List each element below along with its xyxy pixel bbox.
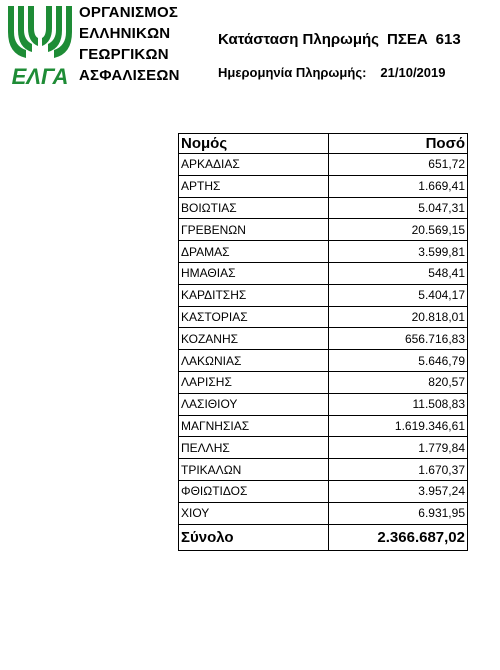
prefecture-cell: ΛΑΡΙΣΗΣ <box>179 371 329 393</box>
org-line: ΓΕΩΡΓΙΚΩΝ <box>79 46 169 63</box>
prefecture-cell: ΧΙΟΥ <box>179 502 329 524</box>
table-row <box>179 350 468 372</box>
total-label: Σύνολο <box>179 524 329 550</box>
org-line: ΟΡΓΑΝΙΣΜΟΣ <box>79 4 179 21</box>
total-amount: 2.366.687,02 <box>329 524 468 550</box>
amount-cell: 1.670,37 <box>329 459 468 481</box>
amount-cell: 651,72 <box>329 154 468 176</box>
prefecture-cell: ΜΑΓΝΗΣΙΑΣ <box>179 415 329 437</box>
amount-cell: 1.669,41 <box>329 175 468 197</box>
prefecture-cell: ΛΑΣΙΘΙΟΥ <box>179 393 329 415</box>
table-row <box>179 306 468 328</box>
date-label: Ημερομηνία Πληρωμής: <box>218 65 367 80</box>
amount-cell: 5.404,17 <box>329 284 468 306</box>
amount-cell: 5.047,31 <box>329 197 468 219</box>
title-label: Κατάσταση Πληρωμής <box>218 31 379 48</box>
table-row <box>179 154 468 176</box>
payment-date <box>218 65 445 80</box>
amount-cell: 11.508,83 <box>329 393 468 415</box>
total-row <box>179 524 468 550</box>
table-row <box>179 480 468 502</box>
table-row <box>179 459 468 481</box>
table-row <box>179 371 468 393</box>
payments-table <box>178 133 468 551</box>
prefecture-cell: ΓΡΕΒΕΝΩΝ <box>179 219 329 241</box>
amount-cell: 1.619.346,61 <box>329 415 468 437</box>
amount-cell: 6.931,95 <box>329 502 468 524</box>
wheat-stalks-icon <box>8 6 72 58</box>
prefecture-cell: ΔΡΑΜΑΣ <box>179 241 329 263</box>
table-row <box>179 502 468 524</box>
prefecture-cell: ΦΘΙΩΤΙΔΟΣ <box>179 480 329 502</box>
table-row <box>179 241 468 263</box>
prefecture-cell: ΚΑΣΤΟΡΙΑΣ <box>179 306 329 328</box>
table-header-row <box>179 134 468 154</box>
table-row <box>179 437 468 459</box>
table-row <box>179 284 468 306</box>
amount-cell: 548,41 <box>329 262 468 284</box>
amount-cell: 3.957,24 <box>329 480 468 502</box>
prefecture-cell: ΚΑΡΔΙΤΣΗΣ <box>179 284 329 306</box>
logo-wordmark: ΕΛΓΑ <box>11 64 69 88</box>
column-header-prefecture: Νομός <box>179 134 329 154</box>
table-row <box>179 415 468 437</box>
prefecture-cell: ΤΡΙΚΑΛΩΝ <box>179 459 329 481</box>
table-row <box>179 175 468 197</box>
prefecture-cell: ΑΡΚΑΔΙΑΣ <box>179 154 329 176</box>
amount-cell: 3.599,81 <box>329 241 468 263</box>
organization-name <box>79 2 180 86</box>
prefecture-cell: ΠΕΛΛΗΣ <box>179 437 329 459</box>
prefecture-cell: ΗΜΑΘΙΑΣ <box>179 262 329 284</box>
prefecture-cell: ΚΟΖΑΝΗΣ <box>179 328 329 350</box>
table-row <box>179 219 468 241</box>
elga-logo <box>4 2 76 88</box>
amount-cell: 20.818,01 <box>329 306 468 328</box>
amount-cell: 656.716,83 <box>329 328 468 350</box>
column-header-amount: Ποσό <box>329 134 468 154</box>
org-line: ΑΣΦΑΛΙΣΕΩΝ <box>79 67 180 84</box>
date-value: 21/10/2019 <box>380 65 446 80</box>
prefecture-cell: ΛΑΚΩΝΙΑΣ <box>179 350 329 372</box>
amount-cell: 820,57 <box>329 371 468 393</box>
title-program: ΠΣΕΑ <box>387 31 428 48</box>
prefecture-cell: ΑΡΤΗΣ <box>179 175 329 197</box>
amount-cell: 5.646,79 <box>329 350 468 372</box>
amount-cell: 20.569,15 <box>329 219 468 241</box>
org-line: ΕΛΛΗΝΙΚΩΝ <box>79 25 171 42</box>
amount-cell: 1.779,84 <box>329 437 468 459</box>
prefecture-cell: ΒΟΙΩΤΙΑΣ <box>179 197 329 219</box>
title-number: 613 <box>435 31 461 48</box>
table-row <box>179 197 468 219</box>
table-row <box>179 328 468 350</box>
table-row <box>179 262 468 284</box>
report-title <box>218 31 461 48</box>
table-row <box>179 393 468 415</box>
